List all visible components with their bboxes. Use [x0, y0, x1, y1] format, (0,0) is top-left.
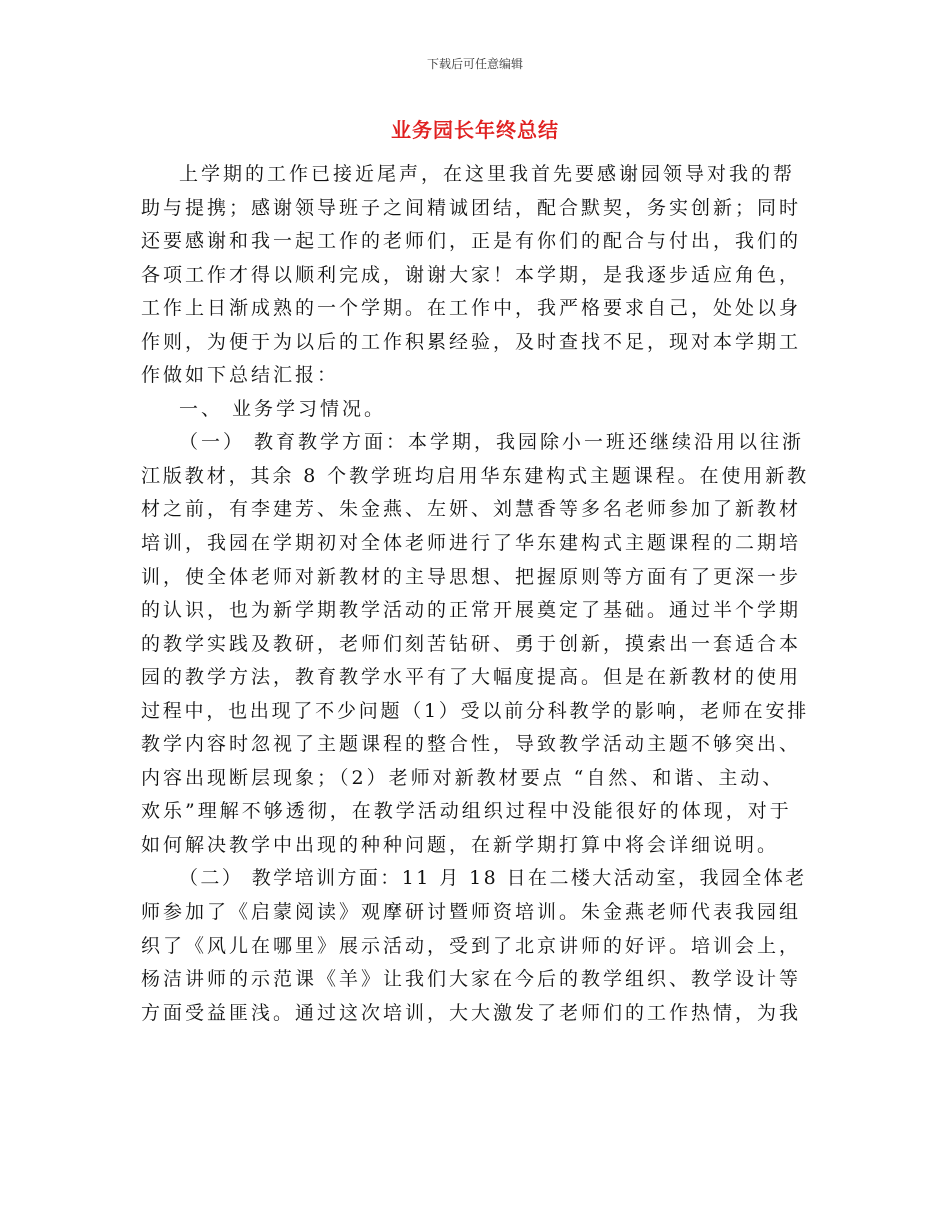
text-line: 教学内容时忽视了主题课程的整合性，导致教学活动主题不够突出、 [141, 733, 802, 756]
text-line: 训，使全体老师对新教材的主导思想、把握原则等方面有了更深一步 [141, 565, 802, 588]
text-line: 园的教学方法，教育教学水平有了大幅度提高。但是在新教材的使用 [141, 666, 802, 689]
header-note: 下载后可任意编辑 [426, 57, 523, 71]
text-line: 一、 业务学习情况。 [179, 397, 387, 420]
text-line: 各项工作才得以顺利完成，谢谢大家！本学期，是我逐步适应角色， [141, 263, 802, 286]
text-line: 培训，我园在学期初对全体老师进行了华东建构式主题课程的二期培 [141, 532, 802, 555]
text-line: 的教学实践及教研，老师们刻苦钻研、勇于创新，摸索出一套适合本 [141, 632, 802, 655]
text-line: 的认识，也为新学期教学活动的正常开展奠定了基础。通过半个学期 [141, 599, 802, 622]
text-line: 如何解决教学中出现的种种问题，在新学期打算中将会详细说明。 [141, 833, 780, 856]
text-line: 过程中，也出现了不少问题（1）受以前分科教学的影响，老师在安排 [141, 699, 809, 722]
text-line: （一） 教育教学方面：本学期，我园除小一班还继续沿用以往浙 [179, 431, 805, 454]
text-line: 内容出现断层现象；（2）老师对新教材要点 “自然、和谐、主动、 [141, 766, 785, 789]
text-line: （二） 教学培训方面：11 月 18 日在二楼大活动室，我园全体老 [179, 867, 807, 890]
document-title: 业务园长年终总结 [391, 118, 559, 142]
text-line: 师参加了《启蒙阅读》观摩研讨暨师资培训。朱金燕老师代表我园组 [141, 901, 802, 924]
text-line: 杨洁讲师的示范课《羊》让我们大家在今后的教学组织、教学设计等 [141, 968, 802, 991]
text-line: 工作上日渐成熟的一个学期。在工作中，我严格要求自己，处处以身 [141, 297, 802, 320]
text-line: 上学期的工作已接近尾声，在这里我首先要感谢园领导对我的帮 [179, 163, 796, 185]
text-line: 欢乐”理解不够透彻，在教学活动组织过程中没能很好的体现，对于 [141, 800, 792, 823]
text-line: 作则，为便于为以后的工作积累经验，及时查找不足，现对本学期工 [141, 330, 802, 353]
text-line: 助与提携；感谢领导班子之间精诚团结，配合默契，务实创新；同时 [141, 196, 802, 219]
body-text [141, 158, 809, 1030]
text-line: 织了《风儿在哪里》展示活动，受到了北京讲师的好评。培训会上， [141, 934, 802, 957]
text-line: 还要感谢和我一起工作的老师们，正是有你们的配合与付出，我们的 [141, 230, 802, 253]
text-line: 作做如下总结汇报： [141, 364, 340, 387]
text-line: 江版教材，其余 8 个教学班均启用华东建构式主题课程。在使用新教 [141, 464, 809, 487]
text-line: 方面受益匪浅。通过这次培训，大大激发了老师们的工作热情，为我 [141, 1001, 802, 1024]
text-line: 材之前，有李建芳、朱金燕、左妍、刘慧香等多名老师参加了新教材 [141, 498, 802, 521]
